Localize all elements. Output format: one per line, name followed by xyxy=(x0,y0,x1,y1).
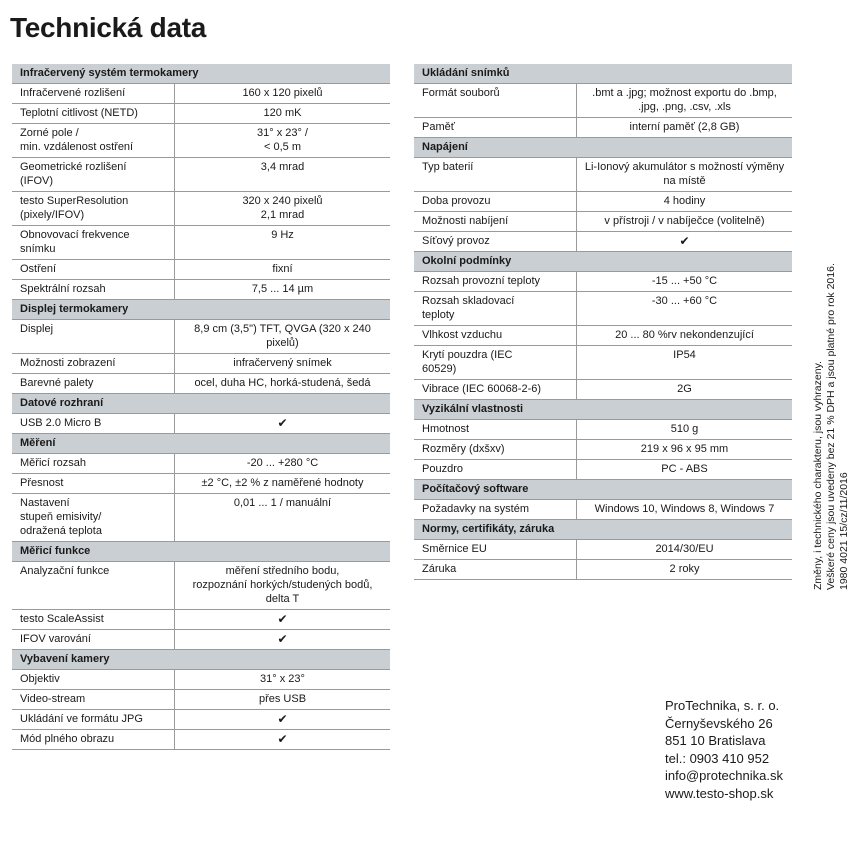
spec-row xyxy=(12,730,390,750)
spec-label: Analyzační funkce xyxy=(12,562,175,610)
spec-row xyxy=(12,104,390,124)
spec-row xyxy=(12,630,390,650)
spec-value: 7,5 ... 14 µm xyxy=(175,280,391,300)
spec-value: 20 ... 80 %rv nekondenzující xyxy=(577,326,793,346)
spec-value: PC - ABS xyxy=(577,460,793,480)
spec-value: Li-Ionový akumulátor s možností výměny na místě xyxy=(577,158,793,192)
spec-row xyxy=(414,420,792,440)
spec-value-check: ✔ xyxy=(577,232,793,252)
spec-label: Rozsah provozní teploty xyxy=(414,272,577,292)
spec-label: Pouzdro xyxy=(414,460,577,480)
spec-label: USB 2.0 Micro B xyxy=(12,414,175,434)
spec-row xyxy=(414,440,792,460)
spec-label: Video-stream xyxy=(12,690,175,710)
spec-value: 8,9 cm (3,5") TFT, QVGA (320 x 240 pixelů) xyxy=(175,320,391,354)
spec-value: 2G xyxy=(577,380,793,400)
street: Černyševského 26 xyxy=(665,715,773,731)
section-header-row xyxy=(12,64,390,84)
spec-row xyxy=(12,610,390,630)
spec-value: 0,01 ... 1 / manuální xyxy=(175,494,391,542)
spec-table-right xyxy=(414,64,792,580)
spec-value-check: ✔ xyxy=(175,610,391,630)
spec-label: Vlhkost vzduchu xyxy=(414,326,577,346)
spec-row xyxy=(414,540,792,560)
section-title-napajeni: Napájení xyxy=(414,138,792,158)
spec-label: Paměť xyxy=(414,118,577,138)
spec-row xyxy=(12,260,390,280)
spec-label: Požadavky na systém xyxy=(414,500,577,520)
spec-value: 31° x 23° xyxy=(175,670,391,690)
phone: tel.: 0903 410 952 xyxy=(665,750,770,766)
spec-row xyxy=(12,494,390,542)
spec-value: Windows 10, Windows 8, Windows 7 xyxy=(577,500,793,520)
spec-label: Síťový provoz xyxy=(414,232,577,252)
spec-label: Záruka xyxy=(414,560,577,580)
spec-value: .bmt a .jpg; možnost exportu do .bmp, .jpg, .png, .csv, .xls xyxy=(577,84,793,118)
spec-label: Krytí pouzdra (IEC 60529) xyxy=(414,346,577,380)
spec-label: Ukládání ve formátu JPG xyxy=(12,710,175,730)
spec-row xyxy=(12,158,390,192)
side-note xyxy=(812,170,851,590)
spec-value: 4 hodiny xyxy=(577,192,793,212)
spec-row xyxy=(12,354,390,374)
spec-label: Displej xyxy=(12,320,175,354)
spec-value: přes USB xyxy=(175,690,391,710)
section-header-row xyxy=(12,542,390,562)
spec-value: 120 mK xyxy=(175,104,391,124)
spec-row xyxy=(12,374,390,394)
spec-row xyxy=(12,192,390,226)
spec-label: Formát souborů xyxy=(414,84,577,118)
spec-value-check: ✔ xyxy=(175,730,391,750)
spec-value: ±2 °C, ±2 % z naměřené hodnoty xyxy=(175,474,391,494)
side-note-line: Změny, i technického charakteru, jsou vyhrazeny. xyxy=(812,361,824,590)
spec-row xyxy=(12,710,390,730)
spec-value: fixní xyxy=(175,260,391,280)
section-title-okolni-podminky: Okolní podmínky xyxy=(414,252,792,272)
spec-row xyxy=(12,454,390,474)
section-title-datove-rozhrani: Datové rozhraní xyxy=(12,394,390,414)
spec-row xyxy=(414,158,792,192)
side-note-line: 1980 4021 15/cz/11/2016 xyxy=(838,472,850,590)
spec-row xyxy=(414,500,792,520)
spec-row xyxy=(12,670,390,690)
spec-label: Ostření xyxy=(12,260,175,280)
section-title-merici-funkce: Měřicí funkce xyxy=(12,542,390,562)
spec-label: Hmotnost xyxy=(414,420,577,440)
section-header-row xyxy=(12,434,390,454)
spec-label: IFOV varování xyxy=(12,630,175,650)
section-title-mereni: Měření xyxy=(12,434,390,454)
spec-value: interní paměť (2,8 GB) xyxy=(577,118,793,138)
spec-label: Rozměry (dxšxv) xyxy=(414,440,577,460)
spec-row xyxy=(12,320,390,354)
spec-label: testo SuperResolution (pixely/IFOV) xyxy=(12,192,175,226)
spec-label: testo ScaleAssist xyxy=(12,610,175,630)
section-header-row xyxy=(414,480,792,500)
section-title-vyzikalni-vlastnosti: Vyzikální vlastnosti xyxy=(414,400,792,420)
spec-row xyxy=(414,84,792,118)
spec-label: Nastavení stupeň emisivity/ odražená teplota xyxy=(12,494,175,542)
spec-row xyxy=(414,232,792,252)
section-title-normy-certifikaty-zaruka: Normy, certifikáty, záruka xyxy=(414,520,792,540)
section-title-vybaveni-kamery: Vybavení kamery xyxy=(12,650,390,670)
spec-label: Rozsah skladovací teploty xyxy=(414,292,577,326)
spec-value: 320 x 240 pixelů 2,1 mrad xyxy=(175,192,391,226)
spec-table xyxy=(414,64,792,580)
spec-row xyxy=(12,690,390,710)
spec-value: 31° x 23° / < 0,5 m xyxy=(175,124,391,158)
spec-value-check: ✔ xyxy=(175,710,391,730)
section-header-row xyxy=(12,300,390,320)
section-header-row xyxy=(12,394,390,414)
spec-label: Zorné pole / min. vzdálenost ostření xyxy=(12,124,175,158)
spec-table-left xyxy=(12,64,390,750)
spec-value: 2 roky xyxy=(577,560,793,580)
spec-label: Vibrace (IEC 60068-2-6) xyxy=(414,380,577,400)
section-header-row xyxy=(12,650,390,670)
spec-value: 219 x 96 x 95 mm xyxy=(577,440,793,460)
section-header-row xyxy=(414,400,792,420)
spec-value: v přístroji / v nabíječce (volitelně) xyxy=(577,212,793,232)
spec-value: -15 ... +50 °C xyxy=(577,272,793,292)
spec-value-check: ✔ xyxy=(175,630,391,650)
spec-label: Infračervené rozlišení xyxy=(12,84,175,104)
spec-row xyxy=(414,560,792,580)
spec-label: Obnovovací frekvence snímku xyxy=(12,226,175,260)
spec-value: IP54 xyxy=(577,346,793,380)
spec-value: infračervený snímek xyxy=(175,354,391,374)
spec-value: 9 Hz xyxy=(175,226,391,260)
section-title-pocitacovy-software: Počítačový software xyxy=(414,480,792,500)
spec-row xyxy=(414,272,792,292)
spec-value: 2014/30/EU xyxy=(577,540,793,560)
spec-label: Směrnice EU xyxy=(414,540,577,560)
spec-row xyxy=(414,460,792,480)
section-title-displej-termokamery: Displej termokamery xyxy=(12,300,390,320)
spec-label: Možnosti nabíjení xyxy=(414,212,577,232)
spec-label: Spektrální rozsah xyxy=(12,280,175,300)
spec-value-check: ✔ xyxy=(175,414,391,434)
company-address xyxy=(665,697,783,803)
spec-value: 160 x 120 pixelů xyxy=(175,84,391,104)
spec-value: -20 ... +280 °C xyxy=(175,454,391,474)
page-title: Technická data xyxy=(10,12,207,43)
spec-table xyxy=(12,64,390,750)
spec-row xyxy=(12,562,390,610)
spec-row xyxy=(414,292,792,326)
spec-row xyxy=(12,280,390,300)
spec-value: 3,4 mrad xyxy=(175,158,391,192)
spec-row xyxy=(12,474,390,494)
spec-label: Měřicí rozsah xyxy=(12,454,175,474)
spec-label: Objektiv xyxy=(12,670,175,690)
company-name: ProTechnika, s. r. o. xyxy=(665,698,780,713)
section-title-infracerveny-system-termokamery: Infračervený systém termokamery xyxy=(12,64,390,84)
spec-label: Přesnost xyxy=(12,474,175,494)
section-header-row xyxy=(414,520,792,540)
spec-label: Mód plného obrazu xyxy=(12,730,175,750)
spec-value: ocel, duha HC, horká-studená, šedá xyxy=(175,374,391,394)
spec-label: Barevné palety xyxy=(12,374,175,394)
section-header-row xyxy=(414,138,792,158)
spec-value: měření středního bodu, rozpoznání horkých/studených bodů, delta T xyxy=(175,562,391,610)
spec-row xyxy=(414,346,792,380)
spec-label: Možnosti zobrazení xyxy=(12,354,175,374)
section-title-ukladani-snimku: Ukládání snímků xyxy=(414,64,792,84)
spec-row xyxy=(12,124,390,158)
spec-label: Typ baterií xyxy=(414,158,577,192)
spec-label: Teplotní citlivost (NETD) xyxy=(12,104,175,124)
side-note-line: Veškeré ceny jsou uvedeny bez 21 % DPH a jsou platné pro rok 2016. xyxy=(825,263,837,590)
spec-row xyxy=(414,118,792,138)
spec-label: Doba provozu xyxy=(414,192,577,212)
section-header-row xyxy=(414,252,792,272)
spec-label: Geometrické rozlišení (IFOV) xyxy=(12,158,175,192)
spec-row xyxy=(12,226,390,260)
spec-value: -30 ... +60 °C xyxy=(577,292,793,326)
spec-row xyxy=(414,192,792,212)
spec-row xyxy=(414,326,792,346)
city: 851 10 Bratislava xyxy=(665,733,766,749)
email[interactable]: info@protechnika.sk xyxy=(665,768,783,784)
spec-row xyxy=(12,414,390,434)
section-header-row xyxy=(414,64,792,84)
spec-row xyxy=(414,380,792,400)
spec-row xyxy=(414,212,792,232)
spec-row xyxy=(12,84,390,104)
website[interactable]: www.testo-shop.sk xyxy=(665,785,774,801)
spec-value: 510 g xyxy=(577,420,793,440)
